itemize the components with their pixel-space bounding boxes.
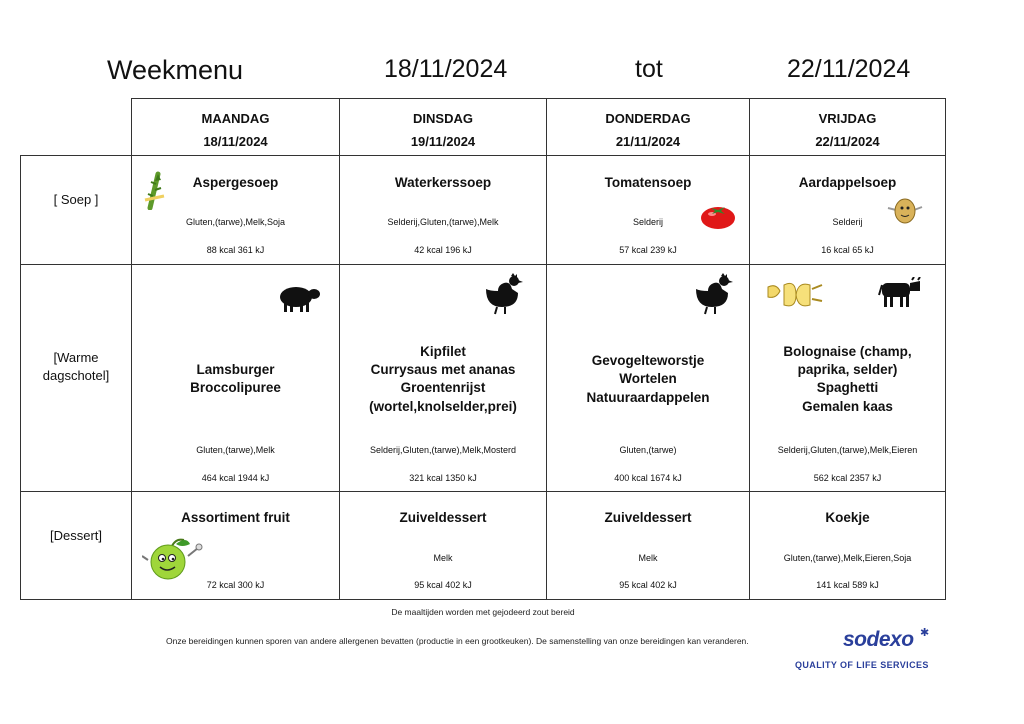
allergens: Gluten,(tarwe) bbox=[619, 445, 677, 455]
menu-cell-soep-dinsdag bbox=[339, 155, 547, 265]
page-title: Weekmenu bbox=[107, 55, 244, 85]
date-from: 18/11/2024 bbox=[384, 55, 508, 83]
menu-cell-warm-maandag bbox=[131, 264, 340, 492]
energy: 321 kcal 1350 kJ bbox=[409, 473, 477, 483]
energy: 16 kcal 65 kJ bbox=[821, 245, 874, 255]
dish-line: Currysaus met ananas bbox=[370, 362, 516, 377]
day-date: 21/11/2024 bbox=[615, 134, 681, 149]
energy: 42 kcal 196 kJ bbox=[414, 245, 472, 255]
row-label-text: [Dessert] bbox=[49, 528, 102, 543]
energy: 400 kcal 1674 kJ bbox=[614, 473, 682, 483]
date-separator: tot bbox=[635, 55, 663, 83]
day-header-vrijdag bbox=[749, 98, 946, 156]
energy: 464 kcal 1944 kJ bbox=[201, 473, 270, 483]
day-header-maandag bbox=[131, 98, 340, 156]
menu-cell-warm-donderdag bbox=[546, 264, 750, 492]
energy: 141 kcal 589 kJ bbox=[816, 580, 879, 590]
row-label-text: [ Soep ] bbox=[53, 192, 99, 207]
row-label-soep bbox=[20, 155, 132, 265]
allergens: Gluten,(tarwe),Melk,Eieren,Soja bbox=[783, 553, 912, 563]
energy: 88 kcal 361 kJ bbox=[206, 245, 265, 255]
sheep-icon bbox=[274, 283, 322, 318]
dish-name: Koekje bbox=[825, 510, 870, 525]
allergens: Melk bbox=[433, 553, 453, 563]
dish-line: Lamsburger bbox=[196, 362, 275, 377]
energy: 72 kcal 300 kJ bbox=[206, 580, 265, 590]
dish-name: Zuiveldessert bbox=[604, 510, 692, 525]
dish-name: Waterkerssoep bbox=[394, 175, 492, 190]
sodexo-logo bbox=[790, 626, 940, 672]
menu-cell-soep-vrijdag bbox=[749, 155, 946, 265]
menu-cell-dessert-dinsdag bbox=[339, 491, 547, 600]
dish-line: Spaghetti bbox=[816, 380, 879, 395]
cow-icon bbox=[878, 277, 922, 314]
dish-line: paprika, selder) bbox=[797, 362, 898, 377]
day-name: VRIJDAG bbox=[818, 111, 877, 126]
row-label-warme-dagschotel bbox=[20, 264, 132, 492]
dish-name: Zuiveldessert bbox=[399, 510, 487, 525]
day-date: 22/11/2024 bbox=[815, 134, 880, 149]
energy: 562 kcal 2357 kJ bbox=[813, 473, 882, 483]
allergens: Selderij bbox=[632, 217, 663, 227]
day-date: 19/11/2024 bbox=[410, 134, 476, 149]
day-date: 18/11/2024 bbox=[203, 134, 268, 149]
energy: 95 kcal 402 kJ bbox=[619, 580, 677, 590]
day-name: DINSDAG bbox=[413, 111, 473, 126]
menu-cell-dessert-donderdag bbox=[546, 491, 750, 600]
energy: 95 kcal 402 kJ bbox=[414, 580, 472, 590]
allergens: Selderij,Gluten,(tarwe),Melk,Eieren bbox=[777, 445, 918, 455]
dish-line: Groentenrijst bbox=[400, 380, 486, 395]
dish-name: Assortiment fruit bbox=[181, 510, 290, 525]
row-label-text-line1: [Warme bbox=[53, 350, 99, 365]
row-label-text-line2: dagschotel] bbox=[42, 368, 110, 383]
footer-note-allergens: Onze bereidingen kunnen sporen van andere allergenen bevatten (productie in een grootkeuken). De samenstelling van onze bereidingen kan veranderen. bbox=[166, 636, 749, 646]
logo-tagline: QUALITY OF LIFE SERVICES bbox=[795, 660, 929, 670]
dish-line: Broccolipuree bbox=[190, 380, 281, 395]
day-header-dinsdag bbox=[339, 98, 547, 156]
dish-name: Aspergesoep bbox=[192, 175, 279, 190]
dish-line: Kipfilet bbox=[420, 344, 466, 359]
menu-cell-warm-dinsdag bbox=[339, 264, 547, 492]
menu-cell-dessert-vrijdag bbox=[749, 491, 946, 600]
dish-name: Tomatensoep bbox=[604, 175, 692, 190]
day-name: MAANDAG bbox=[201, 111, 270, 126]
logo-star-icon: ✱ bbox=[920, 627, 930, 639]
day-header-donderdag bbox=[546, 98, 750, 156]
menu-cell-soep-maandag bbox=[131, 155, 340, 265]
footer-note-salt: De maaltijden worden met gejodeerd zout bereid bbox=[391, 607, 575, 617]
dish-name: Aardappelsoep bbox=[798, 175, 897, 190]
allergens: Melk bbox=[638, 553, 658, 563]
allergens: Selderij,Gluten,(tarwe),Melk,Mosterd bbox=[369, 445, 517, 455]
menu-cell-dessert-maandag bbox=[131, 491, 340, 600]
allergens: Selderij,Gluten,(tarwe),Melk bbox=[387, 217, 499, 227]
pasta-icon bbox=[766, 279, 824, 316]
date-to: 22/11/2024 bbox=[787, 55, 911, 83]
dish-line: Bolognaise (champ, bbox=[783, 344, 912, 359]
day-name: DONDERDAG bbox=[605, 111, 691, 126]
dish-line: (wortel,knolselder,prei) bbox=[369, 399, 517, 414]
menu-cell-warm-vrijdag bbox=[749, 264, 946, 492]
allergens: Gluten,(tarwe),Melk bbox=[196, 445, 275, 455]
allergens: Gluten,(tarwe),Melk,Soja bbox=[185, 217, 286, 227]
dish-line: Gevogelteworstje bbox=[591, 353, 705, 368]
chicken-icon bbox=[480, 273, 524, 320]
chicken-icon bbox=[690, 273, 734, 320]
dish-line: Natuuraardappelen bbox=[586, 390, 710, 405]
logo-wordmark: sodexo bbox=[843, 628, 914, 651]
dish-line: Gemalen kaas bbox=[802, 399, 893, 414]
menu-cell-soep-donderdag bbox=[546, 155, 750, 265]
dish-line: Wortelen bbox=[619, 371, 677, 386]
energy: 57 kcal 239 kJ bbox=[619, 245, 677, 255]
allergens: Selderij bbox=[832, 217, 863, 227]
row-label-dessert bbox=[20, 491, 132, 600]
